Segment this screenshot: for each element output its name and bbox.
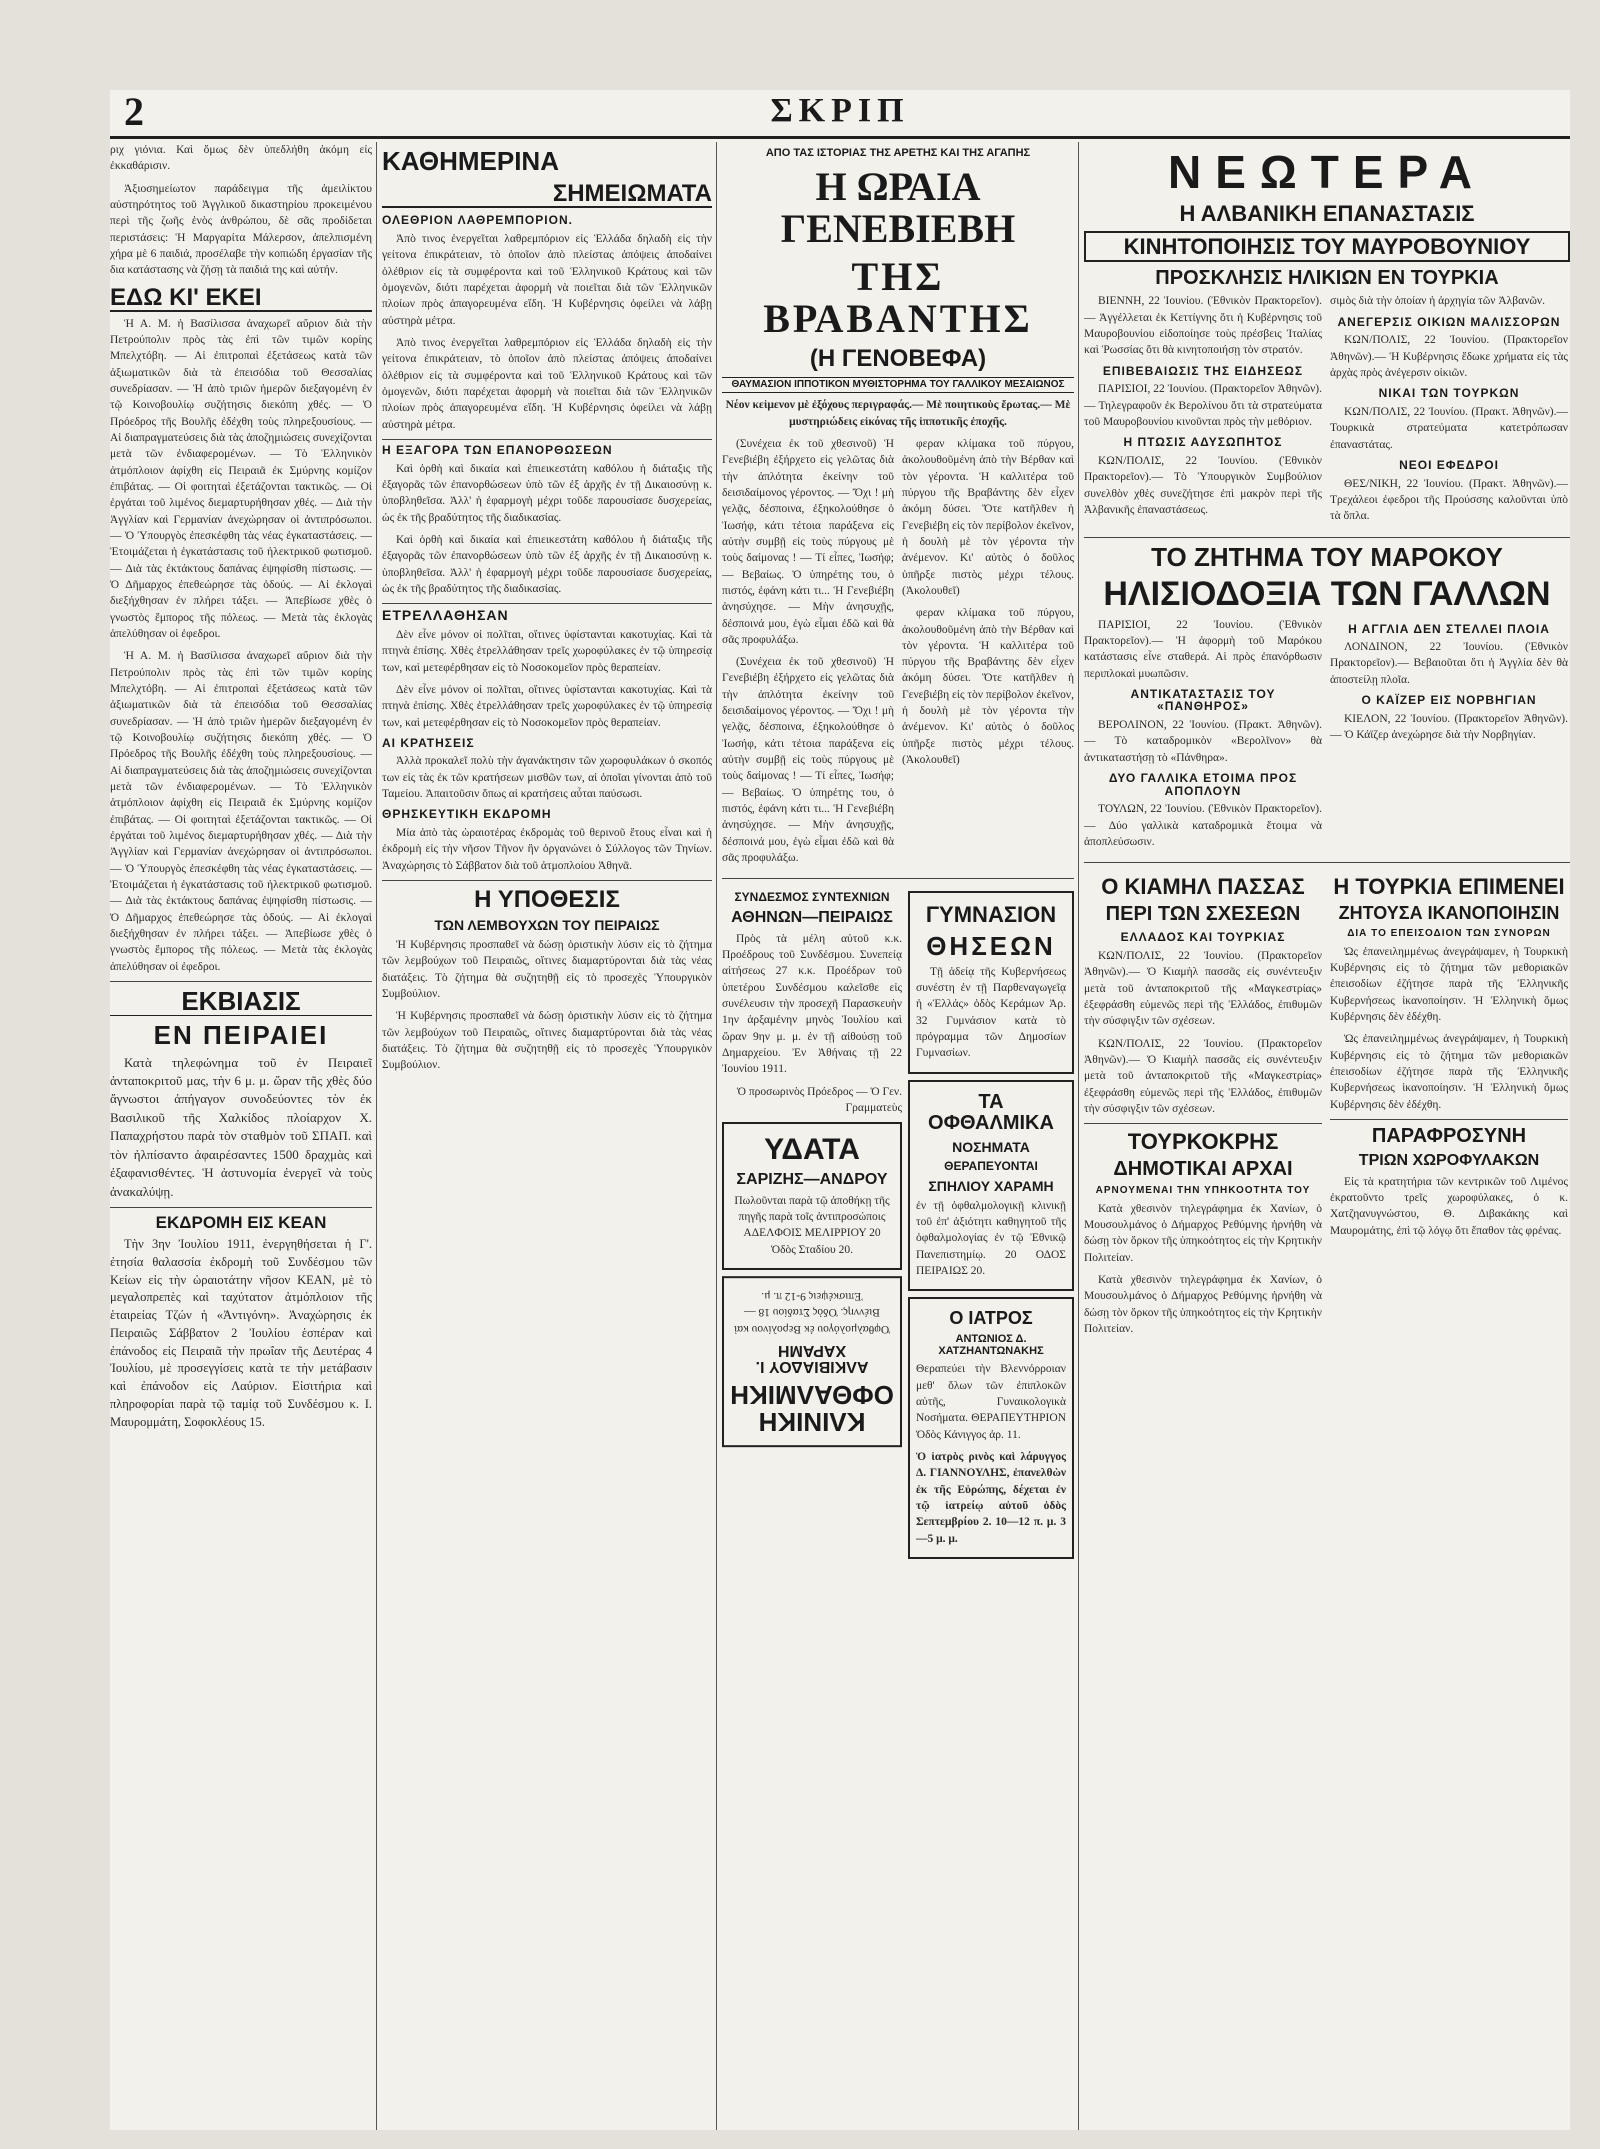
ydata-text: Πωλοῦνται παρὰ τῷ ἀποθήκῃ τῆς πηγῆς παρὰ τοῖς ἀντιπροσώποις ΑΔΕΛΦΟΙΣ ΜΕΛΙΡΡΙΟΥ 20 Ὁδὸς Σταδίου 20. [734,1194,890,1256]
thriskeutiki-text: Μία ἀπὸ τὰς ὡραιοτέρας ἐκδρομὰς τοῦ θερινοῦ ἔτους εἶναι καὶ ἡ ἐκδρομὴ εἰς τὴν νῆσον Τῆνον ἣν ὀργανώνει ὁ Σύλλογος τῶν Τηνίων. Ἀναχώρησις τὸ Σάββατον διὰ τοῦ ἀτμοπλοίου Ἀθηνᾶ. [382,827,712,872]
kiamil-headline: Ο ΚΙΑΜΗΛ ΠΑΣΣΑΣ [1101,874,1305,900]
right-text-3: ΚΩΝ/ΠΟΛΙΣ, 22 Ἰουνίου. (Πρακτ. Ἀθηνῶν).— Τουρκικὰ στρατεύματα κατετρόπωσαν ἐπαναστάτας. [1330,405,1568,451]
kaiser-text: ΚΙΕΛΟΝ, 22 Ἰουνίου. (Πρακτορεῖον Ἀθηνῶν).— Ὁ Κάϊζερ ἀνεχώρησε διὰ τὴν Νορβηγίαν. [1330,712,1568,742]
newspaper-page [110,90,1570,2130]
kratiseis-headline: ΑΙ ΚΡΑΤΗΣΕΙΣ [382,735,475,750]
serial-kicker: ΑΠΟ ΤΑΣ ΙΣΤΟΡΙΑΣ ΤΗΣ ΑΡΕΤΗΣ ΚΑΙ ΤΗΣ ΑΓΑΠΗΣ [765,147,1031,159]
gymnasion-headline: ΓΥΜΝΑΣΙΟΝ [925,902,1057,928]
exagora-text-repeat: Καὶ ὀρθὴ καὶ δικαία καὶ ἐπιεικεστάτη καθόλου ἡ διάταξις τῆς ἐξαγορᾶς τῶν ἐπανορθώσεων ὑπὸ τῶν ἐξ ἀρχῆς ἐν τῇ Δικαιοσύνῃ κ. ὑποβληθεῖσα. Ἀλλ' ἡ ἐφαρμογὴ μέχρι τοῦδε παρουσίασε δυσχερείας, ὡς ἐκ τῆς βραδύτητος τῆς διαδικασίας. [382,533,712,595]
syndesmos-block [722,885,902,1565]
iatros-text: Θεραπεύει τὴν Βλεννόρροιαν μεθ' ὅλων τῶν ἐπιπλοκῶν αὐτῆς, Γυναικολογικὰ Νοσήματα. ΘΕΡΑΠΕΥΤΗΡΙΟΝ Ὁδὸς Κάνιγγος ἀρ. 11. [916,1363,1066,1441]
serial-text-2: φεραν κλίμακα τοῦ πύργου, ἀκολουθοῦμένη ἀπὸ τὴν Βέρθαν καὶ τὸν γέροντα. Ἡ καλλιτέρα τοῦ πύργου τῆς Βραβάντης δὲν εἶχεν ἀκόμη δύσει. Ὅτε κατῆλθεν ἡ Γενεβιέβη εἰς τὸν περίβολον ἐκεῖνον, ἡ δουλὴ μὲ τὸν γέροντα τὴν ἀνέμενον. Κι' αὐτὸς ὁ δοῦλος ὑπῆρξε πιστὸς μέχρι τέλους. (Ἀκολουθεῖ) [902,437,1074,597]
divider [722,878,1074,879]
column-rule [1078,142,1079,2130]
albanian-headline: Η ΑΛΒΑΝΙΚΗ ΕΠΑΝΑΣΤΑΣΙΣ [1179,201,1475,227]
kiamil-subheadline-2: ΕΛΛΑΔΟΣ ΚΑΙ ΤΟΥΡΚΙΑΣ [1120,930,1286,945]
galika-text: ΤΟΥΛΩΝ, 22 Ἰουνίου. (Ἐθνικὸν Πρακτορεῖον).— Δύο γαλλικὰ καταδρομικὰ ἕτοιμα νὰ ἀποπλεύσωσιν. [1084,803,1322,848]
divider [110,1207,372,1208]
olethrion-text-repeat: Ἀπὸ τινος ἐνεργεῖται λαθρεμπόριον εἰς Ἑλλάδα δηλαδὴ εἰς τὴν γείτονα ἐπικράτειαν, τὸ ὁποῖον ἀπὸ πλείστας ἀπόψεις ἀποδαίνει ὀλέθριον εἰς τὰ συμφέροντα καὶ τοῦ Ἑλληνικοῦ Κράτους καὶ τῶν ὁμογενῶν, διότι παρέχεται ἀφορμὴ νὰ ποιεῖται διὰ τῶν Ἑλληνικῶν πλοίων πρὸς ἀπαγορευμένα εἴδη. Ἡ Κυβέρνησις ὀφείλει νὰ λάβῃ αὐστηρὰ μέτρα. [382,337,712,431]
nikai-headline: ΝΙΚΑΙ ΤΩΝ ΤΟΥΡΚΩΝ [1378,386,1520,401]
upside-ad-text: Ὀφθαλμολόγου ἐκ Βερολίνου καὶ Βιέννης. Ὁδὸς Σταδίου 18 — Ἐπισκέψεις 9-12 π. μ. [734,1290,890,1336]
ptosi-text: ΚΩΝ/ΠΟΛΙΣ, 22 Ἰουνίου. (Ἐθνικὸν Πρακτορεῖον).— Τὸ Ὑπουργικὸν Συμβούλιον συνελθὸν χθὲς συνεζήτησε ἐπὶ μακρὸν περὶ τῆς Ἀλβανικῆς ἐπαναστάσεως. [1084,454,1322,516]
tourkokritis-headline: ΤΟΥΡΚΟΚΡΗΣ [1127,1129,1279,1155]
divider [1084,1123,1322,1124]
ekviasis-text: Κατὰ τηλεφώνημα τοῦ ἐν Πειραιεῖ ἀνταποκριτοῦ μας, τὴν 6 μ. μ. ὥραν τῆς χθὲς δύο ἄγνωστοι ἀπήγαγον συνοδεύοντες τὸν ἐκ Βασιλικοῦ τῆς Χαλκίδος πλοίαρχον Χ. Παπαχρήστου παρὰ τὸν σταθμὸν τοῦ ΣΠΑΠ. καὶ τὸν ἠλπίσαντο ἀφαιρέσαντες 1500 δραχμὰς καὶ ἐξαφανισθέντες. Ἡ ἀστυνομία ἐνεργεῖ νὰ τοὺς ἀνακαλύψῃ. [110,1054,372,1199]
page-number: 2 [124,90,144,134]
exagora-text: Καὶ ὀρθὴ καὶ δικαία καὶ ἐπιεικεστάτη καθόλου ἡ διάταξις τῆς ἐξαγορᾶς τῶν ἐπανορθώσεων ὑπὸ τῶν ἐξ ἀρχῆς ἐν τῇ Δικαιοσύνῃ κ. ὑποβληθεῖσα. Ἀλλ' ἡ ἐφαρμογὴ μέχρι τοῦδε παρουσίασε δυσχερείας, ὡς ἐκ τῆς βραδύτητος τῆς διαδικασίας. [382,462,712,524]
ypothesis-text: Ἡ Κυβέρνησις προσπαθεῖ νὰ δώσῃ ὁριστικὴν λύσιν εἰς τὸ ζήτημα τῶν λεμβούχων τοῦ Πειραιῶς, οἵτινες διαμαρτύρονται διὰ τὰς νέας διατάξεις. Τὸ ζήτημα θὰ συζητηθῇ εἰς τὸ προσεχὲς Ὑπουργικὸν Συμβούλιον. [382,938,712,1000]
haisiodoxia-headline: ΗΛΙΣΙΟΔΟΞΙΑ ΤΩΝ ΓΑΛΛΩΝ [1103,574,1551,613]
ekviasis-subheadline: ΕΝ ΠΕΙΡΑΙΕΙ [153,1020,329,1051]
serial-column-left [722,436,894,873]
right-text-2: ΚΩΝ/ΠΟΛΙΣ, 22 Ἰουνίου. (Πρακτορεῖον Ἀθηνῶν).— Ἡ Κυβέρνησις ἔδωκε χρήματα εἰς τὰς ἀρχὰς πρὸς ἀνέγερσιν οἰκιῶν. [1330,334,1568,380]
right-text-4: ΘΕΣ/ΝΙΚΗ, 22 Ἰουνίου. (Πρακτ. Ἀθηνῶν).— Τρεχάλεοι ἐφεδροι τῆς Προύσσης καλοῦνται ὑπὸ τὰ ὅπλα. [1330,477,1568,523]
ede-text: Ἡ Α. Μ. ἡ Βασίλισσα ἀναχωρεῖ αὔριον διὰ τὴν Πετρούπολιν πρὸς τὰς ἐπὶ τῶν τιμῶν κορίης Μπελχτόβη. — Αἱ ἐπιτροπαὶ ἐξετάσεως κατὰ τῶν ἀξιωματικῶν διὰ τὰ ἐπεισόδια τοῦ Θεσσαλίας συνεδρίασαν. — Ἡ ἀπὸ τριῶν ἡμερῶν διεξαγομένη ἐν τῷ Κοινοβουλίῳ συζήτησις διεκόπη χθές. — Ὁ Πρόεδρος τῆς Βουλῆς ἐδέχθη τοὺς πληρεξουσίους. — Αἱ διαπραγματεύσεις διὰ τὰς ἀποζημιώσεις συνεχίζονται μετὰ τῶν ἐνδιαφερομένων. — Τὸ Ἑλληνικὸν ἀτμόπλοιον ἀφίχθη εἰς Πειραιᾶ ἐκ Σμύρνης κομίζον ἐπιβάτας. — Οἱ φοιτηταὶ ἐξετάζονται τακτικῶς. — Οἱ ἐργάται τοῦ λιμένος διεμαρτυρήθησαν χθές. — Διὰ τὴν Ἀγγλίαν καὶ Γερμανίαν ἀνεχώρησαν οἱ ἀντιπρόσωποι. — Ὁ Ὑπουργὸς ἐπεσκέφθη τὰς νέας ἐγκαταστάσεις. — Ἐτοιμάζεται ἡ ἐγκατάστασις τοῦ ἠλεκτρικοῦ φωτισμοῦ. — Διὰ τὰς ἐκτάκτους δαπάνας ἐψηφίσθη πίστωσις. — Ὁ Δῆμαρχος ἐπεθεώρησε τὰς ὁδούς. — Αἱ ἐκλογαὶ διεξήχθησαν ἐν πλήρει τάξει. — Ἀπεβίωσε χθὲς ὁ γνωστὸς ἔμπορος τῆς πόλεως. — Μετὰ τὰς ἐκλογὰς ἀπελύθησαν οἱ ἐφεδροι. [110,317,372,641]
tourkia-subheadline-2: ΔΙΑ ΤΟ ΕΠΕΙΣΟΔΙΟΝ ΤΩΝ ΣΥΝΟΡΩΝ [1347,928,1551,940]
news-row-1 [1084,293,1570,530]
kean-headline: ΕΚΔΡΟΜΗ ΕΙΣ ΚΕΑΝ [155,1213,327,1233]
iatros-ad [908,1297,1074,1559]
dimotikai-subheadline: ΑΡΝΟΥΜΕΝΑΙ ΤΗΝ ΥΠΗΚΟΟΤΗΤΑ ΤΟΥ [1095,1185,1311,1197]
tourkia-text: Ὡς ἐπανειλημμένως ἀνεγράψαμεν, ἡ Τουρκικὴ Κυβέρνησις εἰς τὸ ζήτημα τῶν μεθοριακῶν ἐπεισοδίων ἐζήτησε παρὰ τῆς Ἑλληνικῆς Κυβερνήσεως ἱκανοποίησιν. Ἡ Ἑλληνικὴ ὅμως Κυβέρνησις δὲν ἐδέχθη. [1330,945,1568,1023]
col1-intro-text: Ἀξιοσημείωτον παράδειγμα τῆς ἀμειλίκτου αὐστηρότητος τοῦ Ἀγγλικοῦ δικαστηρίου προκειμένου περὶ τῆς ζωῆς ἑνὸς ἀνθρώπου, δὲ σᾶς προδίδεται περιστάσεις: Ἡ Μαργαρίτα Μάλερσον, ἀπελπισμένη χήρα μὲ 6 παιδιά, προσέλαβε τὴν κοπιώδη ἐργασίαν τῆς δια κατάστασης νὰ ζήσῃ τὰ παιδιά της καὶ αὐτήν. [110,182,372,277]
albanian-text: ΒΙΕΝΝΗ, 22 Ἰουνίου. (Ἐθνικὸν Πρακτορεῖον).— Ἀγγέλλεται ἐκ Κεττίγνης ὅτι ἡ Κυβέρνησις τοῦ Μαυροβουνίου εἰδοποίησε τοὺς πρέσβεις Ἰταλίας καὶ Ῥωσσίας ὅτι θὰ κινητοποιήσῃ τὸν στρατόν. [1084,295,1322,357]
paraphrosyni-subheadline: ΤΡΙΩΝ ΧΩΡΟΦΥΛΑΚΩΝ [1358,1151,1540,1169]
aglia-headline: Η ΑΓΓΛΙΑ ΔΕΝ ΣΤΕΛΛΕΙ ΠΛΟΙΑ [1348,621,1550,636]
divider [110,981,372,982]
kinitopoiisis-headline: ΚΙΝΗΤΟΠΟΙΗΣΙΣ ΤΟΥ ΜΑΥΡΟΒΟΥΝΙΟΥ [1084,231,1570,262]
marokko-headline: ΤΟ ΖΗΤΗΜΑ ΤΟΥ ΜΑΡΟΚΟΥ [1151,541,1503,572]
divider [1084,862,1570,863]
theseon-headline: ΘΗΣΕΩΝ [926,930,1056,961]
serial-title-2: ΤΗΣ ΒΡΑΒΑΝΤΗΣ [763,253,1033,341]
tourkia-headline: Η ΤΟΥΡΚΙΑ ΕΠΙΜΕΝΕΙ [1333,874,1565,900]
paris-text: ΠΑΡΙΣΙΟΙ, 22 Ἰουνίου. (Πρακτορεῖον Ἀθηνῶν).— Τηλεγραφοῦν ἐκ Βερολίνου ὅτι τὰ στρατεύματα τοῦ Μαυροβουνίου κινοῦνται πρὸς τὴν μεθόριον. [1084,383,1323,429]
antikatastasis-headline: ΑΝΤΙΚΑΤΑΣΤΑΣΙΣ ΤΟΥ «ΠΑΝΘΗΡΟΣ» [1130,686,1276,714]
serial-title-1: Η ΩΡΑΙΑ ΓΕΝΕΒΙΕΒΗ [780,163,1016,251]
galika-headline: ΔΥΟ ΓΑΛΛΙΚΑ ΕΤΟΙΜΑ ΠΡΟΣ ΑΠΟΠΛΟΥΝ [1108,771,1298,798]
etrellathisan-headline: ΕΤΡΕΛΛΑΘΗΣΑΝ [382,603,712,623]
col1-top-text: ριχ γιόνια. Καὶ ὅμως δὲν ὑπεδλήθη ἀκόμη εἰς ἐκκαθάρισιν. [110,144,372,173]
serial-text-2-repeat: φεραν κλίμακα τοῦ πύργου, ἀκολουθοῦμένη ἀπὸ τὴν Βέρθαν καὶ τὸν γέροντα. Ἡ καλλιτέρα τοῦ πύργου τῆς Βραβάντης δὲν εἶχεν ἀκόμη δύσει. Ὅτε κατῆλθεν ἡ Γενεβιέβη εἰς τὸν περίβολον ἐκεῖνον, ἡ δουλὴ μὲ τὸν γέροντα τὴν ἀνέμενον. Κι' αὐτὸς ὁ δοῦλος ὑπῆρξε πιστὸς μέχρι τέλους. (Ἀκολουθεῖ) [902,607,1074,767]
simeiomata-headline: ΣΗΜΕΙΩΜΑΤΑ [382,181,712,208]
column-3 [722,142,1074,2130]
syndesmos-headline: ΣΥΝΔΕΣΜΟΣ ΣΥΝΤΕΧΝΙΩΝ [734,890,890,905]
kiamil-subheadline: ΠΕΡΙ ΤΩΝ ΣΧΕΣΕΩΝ [1105,903,1301,926]
neoi-efedroi-headline: ΝΕΟΙ ΕΦΕΔΡΟΙ [1399,457,1499,472]
dimotikai-text: Κατὰ χθεσινὸν τηλεγράφημα ἐκ Χανίων, ὁ Μουσουλμάνος ὁ Δήμαρχος Ρεθύμνης ἠρνήθη νὰ δώσῃ τὸν ὅρκον τῆς ὑπηκοότητος εἰς τὴν Κρητικὴν Πολιτείαν. [1084,1202,1322,1264]
serial-tagline: Νέον κεἰμενον μὲ ἐξόχους περιγραφάς.— Μὲ ποιητικοὺς ἔρωτας.— Μὲ μυστηριώδεις εἰκόνας τῆς ἱπποτικῆς ἐποχῆς. [725,399,1071,428]
divider [382,880,712,881]
serial-title-3: (Η ΓΕΝΟΒΕΦΑ) [809,344,987,372]
ophthalmika-ad [908,1080,1074,1292]
divider [1330,1119,1568,1120]
ede-headline: ΕΔΩ ΚΙ' ΕΚΕΙ [110,285,372,312]
right-text-1: σιμὸς διὰ τὴν ὁποίαν ἡ ἀρχηγία τῶν Ἀλβανῶν. [1330,295,1545,308]
etrellathisan-text-repeat: Δὲν εἶνε μόνον οἱ πολῖται, οἵτινες ὑφίστανται κακοτυχίας. Καὶ τὰ πτηνὰ ἐπίσης. Χθὲς ἐτρελλάθησαν τρεῖς χωροφύλακες ἐν τῷ ὑπηρεσίᾳ των, καὶ μετεφέρθησαν εἰς τὸ Νοσοκομεῖον πρὸς θεραπείαν. [382,683,712,729]
syndesmos-sign: Ὁ προσωρινὸς Πρόεδρος — Ὁ Γεν. Γραμματεὺς [736,1085,902,1115]
olethrion-text: Ἀπὸ τινος ἐνεργεῖται λαθρεμπόριον εἰς Ἑλλάδα δηλαδὴ εἰς τὴν γείτονα ἐπικράτειαν, τὸ ὁποῖον ἀπὸ πλείστας ἀπόψεις ἀποδαίνει ὀλέθριον εἰς τὰ συμφέροντα καὶ τοῦ Ἑλληνικοῦ Κράτους καὶ τῶν ὁμογενῶν, διότι παρέχεται ἀφορμὴ νὰ ποιεῖται διὰ τῶν Ἑλληνικῶν πλοίων πρὸς ἀπαγορευμένα εἴδη. Ἡ Κυβέρνησις ὀφείλει νὰ λάβῃ αὐστηρὰ μέτρα. [382,233,712,327]
therapeuontai-headline: ΘΕΡΑΠΕΥΟΝΤΑΙ [944,1159,1038,1174]
epivevaioseis-headline: ΕΠΙΒΕΒΑΙΩΣΙΣ ΤΗΣ ΕΙΔΗΣΕΩΣ [1102,363,1304,378]
masthead [110,90,1570,139]
column-rule [716,142,717,2130]
marokko-text: ΠΑΡΙΣΙΟΙ, 22 Ἰουνίου. (Ἐθνικὸν Πρακτορεῖον).— Ἡ ἀφορμὴ τοῦ Μαρόκου κατάστασις εἶνε σταθερά. Αἱ πρὸς ἐπανόρθωσιν περιπλοκαὶ μυωπῶσιν. [1084,618,1322,680]
serial-subtitle: ΘΑΥΜΑΣΙΟΝ ΙΠΠΟΤΙΚΟΝ ΜΥΘΙΣΤΟΡΗΜΑ ΤΟΥ ΓΑΛΛΙΚΟΥ ΜΕΣΑΙΩΝΟΣ [722,377,1074,394]
serial-text-repeat: (Συνέχεια ἐκ τοῦ χθεσινοῦ) Ἡ Γενεβιέβη ἐξήρχετο εἰς γελῶτας διὰ τὴν ἀπλότητα ἐκείνην τοῦ δεισιδαίμονος γέροντος. — Ὄχι ! μὴ γελᾷς, δέσποινα, ἐξηκολούθησε ὁ Ἰωσήφ, κάτι τέτοια παράξενα εἰς αὐτὴν συμβῇ εἰς τοὺς πύργους μὲ τοὺς δαίμονας ! — Τί εἶπες, Ἰωσήφ; — Βεβαίως. Ὁ ὑπηρέτης του, ὁ πιστός, ἐφάνη κάτι τι... Ἡ Γενεβιέβη ἀνησύχησε. — Μὴν ἀνησυχῇς, δέσποινά μου, ἐγὼ εἶμαι ἐδῶ καὶ θὰ σᾶς προφυλάξω. [722,656,894,865]
column-4 [1084,142,1570,2130]
tourkia-block [1330,869,1568,1343]
kratiseis-text: Ἀλλὰ προκαλεῖ πολὺ τὴν ἀγανάκτησιν τῶν χωροφυλάκων ὁ σκοπός των εἰς τὰς ἐκ τῶν κρατήσεων μισθῶν των, αἱ ὁποῖαι γίνονται ἀπὸ τοῦ Ταμείου. Ἀπαιτοῦσιν ὅπως αἱ κρατήσεις αὗται παύσωσι. [382,755,712,801]
kean-text: Τὴν 3ην Ἰουλίου 1911, ἐνεργηθήσεται ἡ Γ'. ἐτησία θαλασσία ἐκδρομὴ τοῦ Συνδέσμου τῶν Κείων εἰς τὴν ὡραιοτάτην νῆσον ΚΕΑΝ, μὲ τὸ μεγαλοπρεπὲς καὶ ταχύτατον ἀτμόπλοιον τῆς ἑταιρείας Τζών ἡ «Ἀντιγόνη». Ἀναχώρησις ἐκ Πειραιῶς Σάββατον 2 Ἰουλίου ἑσπέραν καὶ ἐπάνοδος εἰς Πειραιᾶ τὴν πρωΐαν τῆς Δευτέρας 4 Ἰουλίου, μὲ προσεγγίσεις κατὰ τε τὴν μετάβασιν καὶ ἐπάνοδον εἰς Λαύριον. Εἰσιτήρια καὶ πληροφορίαι παρὰ τῷ ταμίᾳ τοῦ Συνδέσμου κ. Ι. Μαυρομμάτη, Σοφοκλέους 15. [110,1237,372,1429]
syndesmos-text: Πρὸς τὰ μέλη αὐτοῦ κ.κ. Προέδρους τοῦ Συνδέσμου. Συνεπείᾳ αἰτήσεως 27 κ.κ. Προέδρων τοῦ ὑπετέρου Συνδέσμου καλεῖσθε εἰς συνέλευσιν τὴν προσεχῆ Παρασκευὴν 1ην ἀρξαμένην μηνὸς Ἰουλίου καὶ ὥραν 9ην μ. μ. ἐν τῇ αἰθούσῃ τοῦ Δημαρχείου. Ἐν Ἀθήναις τῇ 22 Ἰουνίου 1911. [722,932,902,1076]
news-row-2 [1084,617,1570,857]
ypothesis-subheadline: ΤΩΝ ΛΕΜΒΟΥΧΩΝ ΤΟΥ ΠΕΙΡΑΙΩΣ [434,917,660,934]
ydata-ad [722,1122,902,1270]
divider [1084,537,1570,538]
thriskeutiki-headline: ΘΡΗΣΚΕΥΤΙΚΗ ΕΚΔΡΟΜΗ [382,807,552,822]
syndesmos-subheadline: ΑΘΗΝΩΝ—ΠΕΙΡΑΙΩΣ [731,909,893,927]
kiamil-block [1084,869,1322,1343]
kaiser-headline: Ο ΚΑΪΖΕΡ ΕΙΣ ΝΟΡΒΗΓΙΑΝ [1361,693,1537,708]
neotera-headline: ΝΕΩΤΕΡΑ [1167,146,1487,198]
iatros-headline: Ο ΙΑΤΡΟΣ [949,1308,1033,1329]
exagora-headline: Η ΕΞΑΓΟΡΑ ΤΩΝ ΕΠΑΝΟΡΘΩΣΕΩΝ [382,439,712,457]
paraphrosyni-headline: ΠΑΡΑΦΡΟΣΥΝΗ [1371,1124,1527,1147]
gymnasion-text: Τῇ ἀδείᾳ τῆς Κυβερνήσεως συνέστη ἐν τῇ Παρθεναγωγεῖᾳ ἡ «Ἐλλάς» ὁδὸς Κεράμων Ἀρ. 32 Γυμνάσιον κατὰ τὸ πρόγραμμα τῶν Δημοσίων Γυμνασίων. [916,965,1066,1060]
ypothesis-text-repeat: Ἡ Κυβέρνησις προσπαθεῖ νὰ δώσῃ ὁριστικὴν λύσιν εἰς τὸ ζήτημα τῶν λεμβούχων τοῦ Πειραιῶς, οἵτινες διαμαρτύρονται διὰ τὰς νέας διατάξεις. Τὸ ζήτημα θὰ συζητηθῇ εἰς τὸ προσεχὲς Ὑπουργικὸν Συμβούλιον. [382,1010,712,1072]
upside-down-ad [722,1276,902,1447]
marokko-left [1084,617,1322,857]
tourkia-text-repeat: Ὡς ἐπανειλημμένως ἀνεγράψαμεν, ἡ Τουρκικὴ Κυβέρνησις εἰς τὸ ζήτημα τῶν μεθοριακῶν ἐπεισοδίων ἐζήτησε παρὰ τῆς Ἑλληνικῆς Κυβερνήσεως ἱκανοποίησιν. Ἡ Ἑλληνικὴ ὅμως Κυβέρνησις δὲν ἐδέχθη. [1330,1033,1568,1111]
rinos-text: Ὁ ἰατρὸς ρινὸς καὶ λάρυγγος Δ. ΓΙΑΝΝΟΥΛΗΣ, ἐπανελθὼν ἐκ τῆς Εὐρώπης, δέχεται ἐν τῷ ἰατρείῳ αὐτοῦ ὁδὸς Σεπτεμβρίου 2. 10—12 π. μ. 3—5 μ. μ. [916,1451,1066,1545]
ede-text-repeat: Ἡ Α. Μ. ἡ Βασίλισσα ἀναχωρεῖ αὔριον διὰ τὴν Πετρούπολιν πρὸς τὰς ἐπὶ τῶν τιμῶν κορίης Μπελχτόβη. — Αἱ ἐπιτροπαὶ ἐξετάσεως κατὰ τῶν ἀξιωματικῶν διὰ τὰ ἐπεισόδια τοῦ Θεσσαλίας συνεδρίασαν. — Ἡ ἀπὸ τριῶν ἡμερῶν διεξαγομένη ἐν τῷ Κοινοβουλίῳ συζήτησις διεκόπη χθές. — Ὁ Πρόεδρος τῆς Βουλῆς ἐδέχθη τοὺς πληρεξουσίους. — Αἱ διαπραγματεύσεις διὰ τὰς ἀποζημιώσεις συνεχίζονται μετὰ τῶν ἐνδιαφερομένων. — Τὸ Ἑλληνικὸν ἀτμόπλοιον ἀφίχθη εἰς Πειραιᾶ ἐκ Σμύρνης κομίζον ἐπιβάτας. — Οἱ φοιτηταὶ ἐξετάζονται τακτικῶς. — Οἱ ἐργάται τοῦ λιμένος διεμαρτυρήθησαν χθές. — Διὰ τὴν Ἀγγλίαν καὶ Γερμανίαν ἀνεχώρησαν οἱ ἀντιπρόσωποι. — Ὁ Ὑπουργὸς ἐπεσκέφθη τὰς νέας ἐγκαταστάσεις. — Ἐτοιμάζεται ἡ ἐγκατάστασις τοῦ ἠλεκτρικοῦ φωτισμοῦ. — Διὰ τὰς ἐκτάκτους δαπάνας ἐψηφίσθη πίστωσις. — Ὁ Δῆμαρχος ἐπεθεώρησε τὰς ὁδούς. — Αἱ ἐκλογαὶ διεξήχθησαν ἐν πλήρει τάξει. — Ἀπεβίωσε χθὲς ὁ γνωστὸς ἔμπορος τῆς πόλεως. — Μετὰ τὰς ἐκλογὰς ἀπελύθησαν οἱ ἐφεδροι. [110,650,372,973]
iatros-name: ΑΝΤΩΝΙΟΣ Δ. ΧΑΤΖΗΑΝΤΩΝΑΚΗΣ [938,1333,1044,1357]
tourkia-subheadline: ΖΗΤΟΥΣΑ ΙΚΑΝΟΠΟΙΗΣΙΝ [1338,903,1560,924]
news-row-3 [1084,869,1570,1343]
anegerseis-headline: ΑΝΕΓΕΡΣΙΣ ΟΙΚΙΩΝ ΜΑΛΙΣΣΟΡΩΝ [1337,314,1561,329]
ophthalmika-headline: ΤΑ ΟΦΘΑΛΜΙΚΑ [928,1090,1054,1134]
aglia-text: ΛΟΝΔΙΝΟΝ, 22 Ἰουνίου. (Ἐθνικὸν Πρακτορεῖον).— Βεβαιοῦται ὅτι ἡ Ἀγγλία δὲν θὰ ἀποστείλῃ πλοῖα. [1330,641,1568,686]
etrellathisan-text: Δὲν εἶνε μόνον οἱ πολῖται, οἵτινες ὑφίστανται κακοτυχίας. Καὶ τὰ πτηνὰ ἐπίσης. Χθὲς ἐτρελλάθησαν τρεῖς χωροφύλακες ἐν τῷ ὑπηρεσίᾳ των, καὶ μετεφέρθησαν εἰς τὸ Νοσοκομεῖον πρὸς θεραπείαν. [382,628,712,674]
ptosi-headline: Η ΠΤΩΣΙΣ ΑΔΥΣΩΠΗΤΟΣ [1123,435,1283,450]
ekviasis-headline: ΕΚΒΙΑΣΙΣ [110,988,372,1016]
column-rule [376,142,377,2130]
upside-ad-title: ΚΛΙΝΙΚΗ ΟΦΘΑΛΜΙΚΗ [730,1379,894,1438]
paper-name: ΣΚΡΙΠ [770,92,910,129]
proskliseis-headline: ΠΡΟΣΚΛΗΣΙΣ ΗΛΙΚΙΩΝ ΕΝ ΤΟΥΡΚΙΑ [1155,267,1499,290]
serial-column-right [902,436,1074,873]
serial-body [722,436,1074,873]
olethrion-headline: ΟΛΕΘΡΙΟΝ ΛΑΘΡΕΜΠΟΡΙΟΝ. [382,213,573,228]
dimotikai-headline: ΔΗΜΟΤΙΚΑΙ ΑΡΧΑΙ [1113,1158,1293,1181]
column-2 [382,142,712,2130]
news-left [1084,293,1322,530]
nosimata-headline: ΝΟΣΗΜΑΤΑ [952,1138,1030,1155]
ypothesis-headline: Η ΥΠΟΘΕΣΙΣ [474,886,620,914]
ydata-headline: ΥΔΑΤΑ [764,1133,860,1167]
ydata-subheadline: ΣΑΡΙΖΗΣ—ΑΝΔΡΟΥ [736,1170,888,1188]
paraphrosyni-text: Εἰς τὰ κρατητήρια τῶν κεντρικῶν τοῦ Λιμένος ἐκρατοῦντο τρεῖς χωροφύλακες, ὁ κ. Χατζηανυγνώστου, Θ. Διβακάκης καὶ Μαυρομάτης, ἐπὶ τῷ λόγῳ ὅτι ἔπαθον τὰς φρένας. [1330,1175,1568,1237]
upside-ad-name: ΑΛΚΙΒΙΑΔΟΥ Ι. ΧΑΡΑΜΗ [755,1341,869,1376]
charami-text: ἐν τῇ ὀφθαλμολογικῇ κλινικῇ τοῦ ἐπ' ἀξιότητι καθηγητοῦ τῆς ὀφθαλμολογίας ἐν τῷ Ἐθνικῷ Πανεπιστημίῳ. 20 ΟΔΟΣ ΠΕΙΡΑΙΩΣ 20. [916,1199,1066,1278]
gymnasion-ad [908,891,1074,1073]
news-right [1330,293,1568,530]
antikatastasis-text: ΒΕΡΟΛΙΝΟΝ, 22 Ἰουνίου. (Πρακτ. Ἀθηνῶν).— Τὸ καταδρομικὸν «Βερολῖνον» θὰ ἀντικαταστήσῃ τὸ «Πάνθηρα». [1084,719,1322,764]
kiamil-text-repeat: ΚΩΝ/ΠΟΛΙΣ, 22 Ἰουνίου. (Πρακτορεῖον Ἀθηνῶν).— Ὁ Κιαμὴλ πασσᾶς εἰς συνέντευξιν μετὰ τοῦ ἀνταποκριτοῦ τῆς «Μαγκεστρίας» ἐξεφράσθη εὐμενῶς περὶ τῆς Ἑλλάδος, ἐπιθυμῶν τὴν σύσφιγξιν τῶν σχέσεων. [1084,1037,1322,1115]
charami-name: ΣΠΗΛΙΟΥ ΧΑΡΑΜΗ [928,1178,1054,1195]
column-1 [110,142,372,2130]
ads-row [722,885,1074,1565]
kathimerina-headline: ΚΑΘΗΜΕΡΙΝΑ [382,146,559,176]
serial-text: (Συνέχεια ἐκ τοῦ χθεσινοῦ) Ἡ Γενεβιέβη ἐξήρχετο εἰς γελῶτας διὰ τὴν ἀπλότητα ἐκείνην τοῦ δεισιδαίμονος γέροντος. — Ὄχι ! μὴ γελᾷς, δέσποινα, ἐξηκολούθησε ὁ Ἰωσήφ, κάτι τέτοια παράξενα εἰς αὐτὴν συμβῇ εἰς τοὺς πύργους μὲ τοὺς δαίμονας ! — Τί εἶπες, Ἰωσήφ; — Βεβαίως. Ὁ ὑπηρέτης του, ὁ πιστός, ἐφάνη κάτι τι... Ἡ Γενεβιέβη ἀνησύχησε. — Μὴν ἀνησυχῇς, δέσποινά μου, ἐγὼ εἶμαι ἐδῶ καὶ θὰ σᾶς προφυλάξω. [722,437,894,646]
kiamil-text: ΚΩΝ/ΠΟΛΙΣ, 22 Ἰουνίου. (Πρακτορεῖον Ἀθηνῶν).— Ὁ Κιαμὴλ πασσᾶς εἰς συνέντευξιν μετὰ τοῦ ἀνταποκριτοῦ τῆς «Μαγκεστρίας» ἐξεφράσθη εὐμενῶς περὶ τῆς Ἑλλάδος, ἐπιθυμῶν τὴν σύσφιγξιν τῶν σχέσεων. [1084,949,1322,1028]
marokko-right [1330,617,1568,857]
gymnasion-block [908,885,1074,1565]
dimotikai-text-repeat: Κατὰ χθεσινὸν τηλεγράφημα ἐκ Χανίων, ὁ Μουσουλμάνος ὁ Δήμαρχος Ρεθύμνης ἠρνήθη νὰ δώσῃ τὸν ὅρκον τῆς ὑπηκοότητος εἰς τὴν Κρητικὴν Πολιτείαν. [1084,1274,1322,1336]
